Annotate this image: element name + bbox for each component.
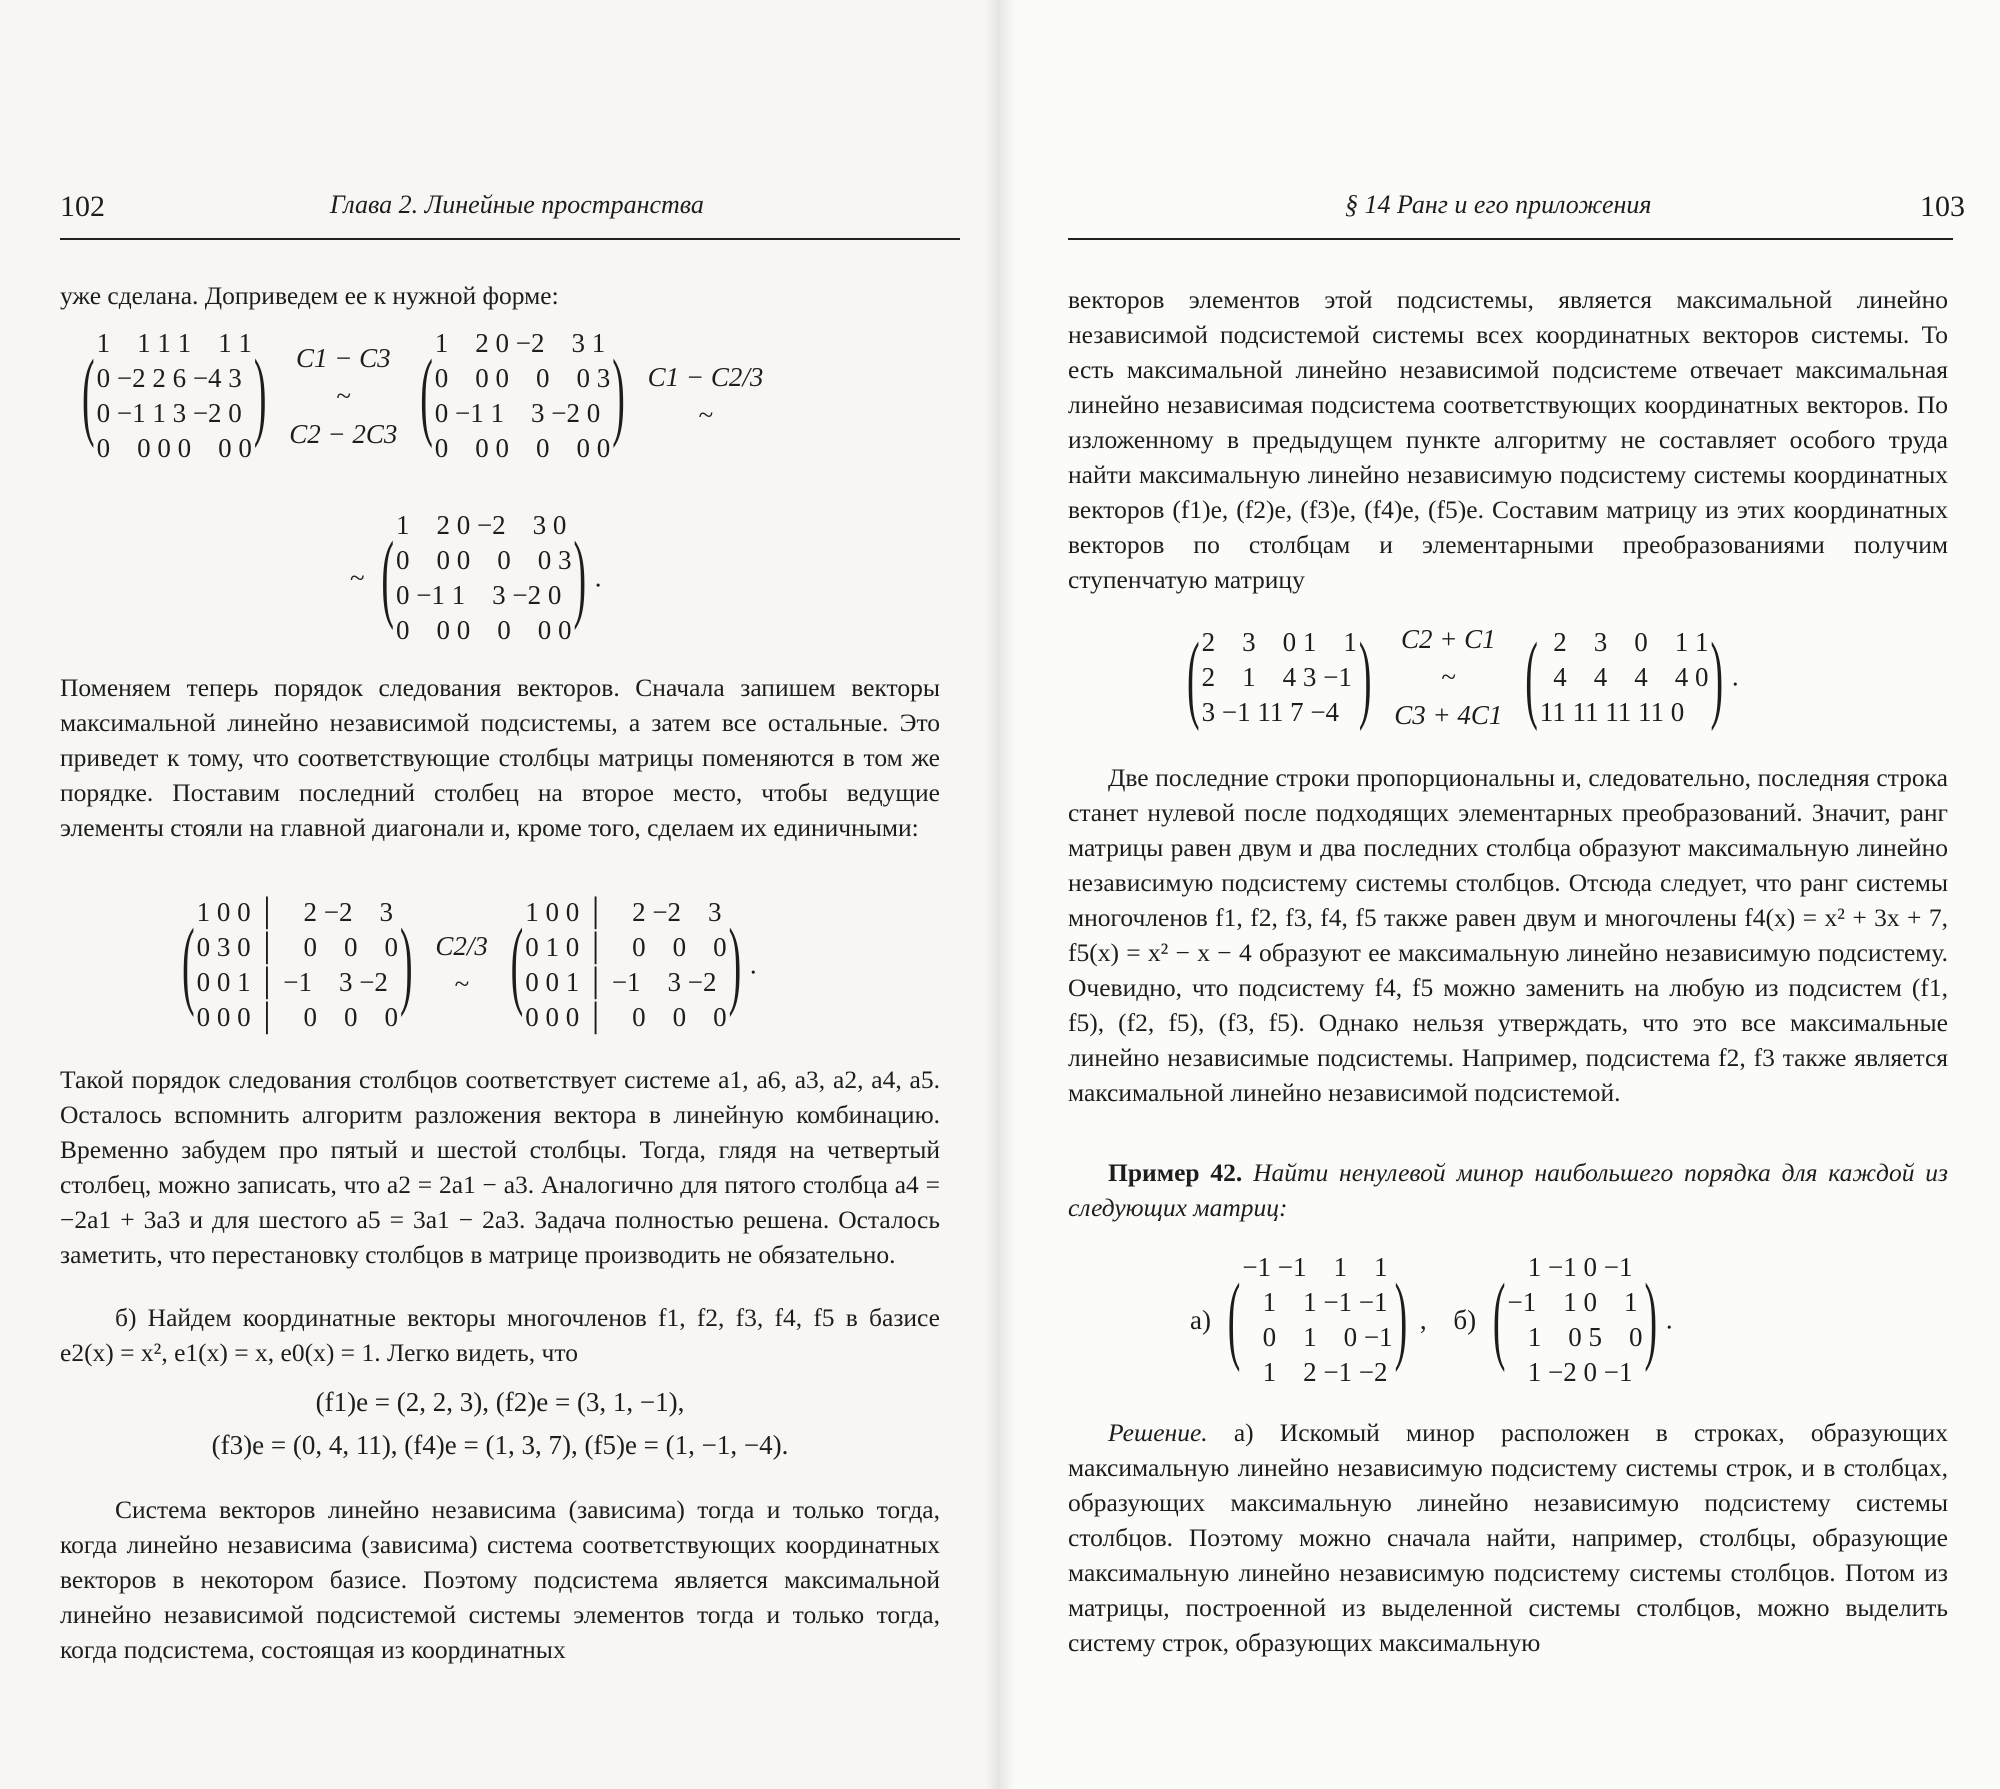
matrix-transform-1: [80, 326, 777, 466]
page-number-left: 102: [60, 190, 105, 223]
solution: [1068, 1415, 1948, 1660]
running-title-left: Глава 2. Линейные пространства: [330, 190, 704, 219]
matrix-i: ( 1 −1 0 −1 −1 1 0 1 1 0 5 0 1 −2 0 −1 ): [1492, 1252, 1658, 1387]
matrix-a: ( 1 1 1 1 1 1 0 −2 2 6 −4 3 0 −1 1 3 −2 0 0 0 0 0 0 0 ): [82, 328, 267, 463]
example-text: Найти ненулевой минор наибольшего порядка для каждой из следующих матриц:: [1068, 1158, 1948, 1222]
example-label: Пример 42.: [1108, 1158, 1243, 1187]
solution-text: а) Искомый минор расположен в строках, образующих максимальную линейно независимую подсистему системы строк, и в столбцах, образующих максимальную линейно независимую подсистему системы столбцов. Поэтому можно сначала найти, например, столбцы, образующие максимальную линейно независимую подсистему системы столбцов. Потом из матрицы, построенной из выделенной системы столбцов, можно выделить систему строк, образующих максимальную: [1068, 1418, 1949, 1657]
paragraph-b: б) Найдем координатные векторы многочленов f1, f2, f3, f4, f5 в базисе e2(x) = x², e1(x) = x, e0(x) = 1. Легко видеть, что: [60, 1303, 940, 1367]
paragraph-reorder: Поменяем теперь порядок следования векторов. Сначала запишем векторы максимальной линейно независимой подсистемы, а затем все остальные. Это приведет к тому, что соответствующие столбцы матрицы поменяются в том же порядке. Поставим последний столбец на второе место, чтобы ведущие элементы стояли на главной диагонали и, кроме того, сделаем их единичными:: [60, 673, 940, 842]
matrix-transform-4: ( 2 3 0 1 1 2 1 4 3 −1 3 −1 11 7 −4 ) C2 + C1 ~ C3 + 4C1 ( 2 3 0 1 1 4 4 4 4 0 11 11 11 11 0 ) .: [1185, 620, 1739, 734]
matrix-g: ( 2 3 0 1 1 4 4 4 4 0 11 11 11 11 0 ): [1525, 622, 1724, 732]
label-a: а): [1190, 1304, 1211, 1335]
matrix-c: ( 1 2 0 −2 3 0 0 0 0 0 0 3 0 −1 1 3 −2 0 0 0 0 0 0 0 ): [381, 510, 587, 645]
label-b: б): [1453, 1304, 1477, 1335]
operation-f: C2 + C1 ~ C3 + 4C1: [1394, 624, 1503, 730]
equation-1: (f1)e = (2, 2, 3), (f2)e = (3, 1, −1),: [315, 1387, 685, 1417]
intro-text: уже сделана. Доприведем ее к нужной форме:: [60, 281, 559, 310]
solution-label: Решение.: [1108, 1418, 1208, 1447]
matrix-f: ( 2 3 0 1 1 2 1 4 3 −1 3 −1 11 7 −4 ): [1187, 622, 1372, 732]
operation-b: C1 − C2/3 ~: [647, 362, 764, 430]
matrix-h: ( −1 −1 1 1 1 1 −1 −1 0 1 0 −1 1 2 −1 −2 ): [1227, 1252, 1408, 1387]
header-rule-right: [1068, 238, 1953, 240]
matrix-b: ( 1 2 0 −2 3 1 0 0 0 0 0 3 0 −1 1 3 −2 0 0 0 0 0 0 0 ): [420, 328, 625, 463]
paragraph-rank: Две последние строки пропорциональны и, следовательно, последняя строка станет нулевой после подходящих элементарных преобразований. Значит, ранг матрицы равен двум и два последних столбца образуют максимальную линейно независимую подсистему системы столбцов. Отсюда следует, что ранг системы многочленов f1, f2, f3, f4, f5 также равен двум и многочлены f4(x) = x² + 3x + 7, f5(x) = x² − x − 4 образуют ее максимальную линейно независимую подсистему. Очевидно, что подсистему f4, f5 можно заменить на любую из подсистем (f1, f5), (f2, f5), (f3, f5). Однако нельзя утверждать, что это все максимальные линейно независимые подсистемы. Например, подсистема f2, f3 также является максимальной линейно независимой подсистемой.: [1068, 763, 1948, 1107]
paragraph-system: Система векторов линейно независима (зависима) тогда и только тогда, когда линейно независима (зависима) система соответствующих координатных векторов в некотором базисе. Поэтому подсистема является максимальной линейно независимой подсистемой системы элементов тогда и только тогда, когда подсистема, состоящая из координатных: [60, 1495, 940, 1664]
header-rule-left: [60, 238, 960, 240]
tilde: ~: [350, 562, 365, 593]
example-matrices: а) ( −1 −1 1 1 1 1 −1 −1 0 1 0 −1 1 2 −1 −2 ) , б) ( 1 −1 0 −1 −1 1 0 1 1 0 5 0 1 −2 0 −1 ) .: [1190, 1250, 1673, 1390]
matrix-e: ( 1 0 0 │ 2 −2 3 0 1 0 │ 0 0 0 0 0 1 │ −1 3 −2 0 0 0 │ 0 0 0 ): [510, 897, 742, 1032]
matrix-transform-3: ( 1 0 0 │ 2 −2 3 0 3 0 │ 0 0 0 0 0 1 │ −1 3 −2 0 0 0 │ 0 0 0 ) C2/3 ~ ( 1 0 0 │ 2 −2 3 0 1 0 │ 0 0 0 0 0 1 │ −1 3 −2 0 0 0 │ 0 0 0 ) .: [180, 895, 757, 1035]
paragraph-vectors: векторов элементов этой подсистемы, является максимальной линейно независимой подсистемой системы всех координатных векторов системы. То есть максимальной линейно независимой подсистеме отвечает максимальная линейно независимая подсистема соответствующих координатных векторов. По изложенному в предыдущем пункте алгоритму не составляет особого труда найти максимальную линейно независимую подсистему системы координатных векторов (f1)e, (f2)e, (f3)e, (f4)e, (f5)e. Составим матрицу из этих координатных векторов по столбцам и элементарными преобразованиями получим ступенчатую матрицу: [1068, 285, 1948, 594]
running-title-right: § 14 Ранг и его приложения: [1345, 190, 1652, 219]
operation-d: C2/3 ~: [435, 931, 488, 999]
book-gutter: [985, 0, 1015, 1789]
equation-2: (f3)e = (0, 4, 11), (f4)e = (1, 3, 7), (f5)e = (1, −1, −4).: [211, 1430, 789, 1460]
paragraph-order: Такой порядок следования столбцов соответствует системе a1, a6, a3, a2, a4, a5. Осталось вспомнить алгоритм разложения вектора в линейную комбинацию. Временно забудем про пятый и шестой столбцы. Тогда, глядя на четвертый столбец, можно записать, что a2 = 2a1 − a3. Аналогично для пятого столбца a4 = −2a1 + 3a3 и для шестого a5 = 3a1 − 2a3. Задача полностью решена. Осталось заметить, что перестановку столбцов в матрице производить не обязательно.: [60, 1065, 940, 1269]
operation-a: C1 − C3 ~ C2 − 2C3: [289, 343, 398, 449]
matrix-transform-2: ~ ( 1 2 0 −2 3 0 0 0 0 0 0 3 0 −1 1 3 −2 0 0 0 0 0 0 0 ) .: [350, 508, 602, 648]
example-42: [1068, 1155, 1948, 1225]
page-number-right: 103: [1920, 190, 1965, 223]
right-page: [1000, 0, 2000, 1789]
matrix-d: ( 1 0 0 │ 2 −2 3 0 3 0 │ 0 0 0 0 0 1 │ −1 3 −2 0 0 0 │ 0 0 0 ): [182, 897, 413, 1032]
